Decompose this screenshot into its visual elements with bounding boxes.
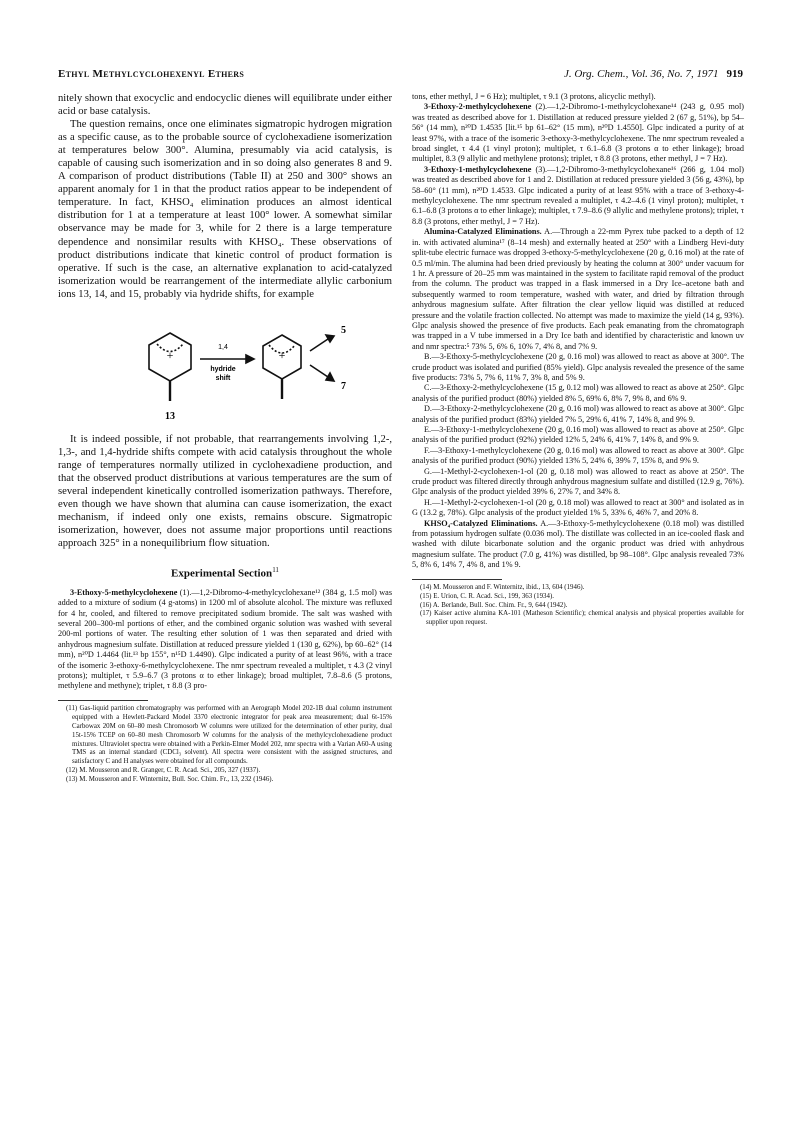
- paragraph: nitely shown that exocyclic and endocyclic dienes will equilibrate under either acid or base catalysis.: [58, 93, 392, 118]
- right-column: [412, 92, 744, 628]
- experimental-entry: H.—1-Methyl-2-cyclohexen-1-ol (20 g, 0.18 mol) was allowed to react at 300° and isolated as in G (13.2 g, 78%). Glpc analysis of the product yielded 1% 5, 33% 6, 46% 7, and 20% 8.: [412, 497, 744, 518]
- footnote: (11) Gas-liquid partition chromatography was performed with an Aerograph Model 202-1B dual column instrument equipped with a Hewlett-Packard Model 3370 electronic integrator for peak area measurement; dual 6t-15% Carbowax 20M on 60–80 mesh Chromosorb W columns were utilized for the determination of ether purity, dual 15t-15% TCEP on 60–80 mesh Chromosorb W columns for the analysis of the methylcyclohexadiene product mixtures. Ultraviolet spectra were obtained with a Perkin-Elmer Model 202, nmr spectra with a Varian A60-A using TMS as an internal standard (CDCl₃ solvent). All spectra were consistent with the assigned structures, and satisfactory C and H analyses were obtained for all compounds.: [66, 704, 392, 766]
- arrow-label-mid: hydride: [210, 365, 236, 373]
- experimental-entry: G.—1-Methyl-2-cyclohexen-1-ol (20 g, 0.18 mol) was allowed to react as above at 250°. The crude product was filtered directly through anhydrous magnesium sulfate and distilled (12.9 g, 76%). Glpc analysis of the product yielded 39% 6, 27% 7, and 34% 8.: [412, 466, 744, 497]
- footnote: (13) M. Mousseron and F. Winternitz, Bull. Soc. Chim. Fr., 13, 232 (1946).: [66, 776, 274, 784]
- footnote-rule: [412, 579, 502, 580]
- arrow-to-5: [310, 339, 328, 351]
- arrow-label-bot: shift: [215, 374, 231, 382]
- compound-label-13: 13: [165, 410, 175, 422]
- footnote: (16) A. Berlande, Bull. Soc. Chim. Fr., 9, 644 (1942).: [420, 601, 568, 609]
- experimental-entry: E.—3-Ethoxy-1-methylcyclohexene (20 g, 0.16 mol) was allowed to react as above at 250°. Glpc analysis of the purified product (92%) yielded 12% 5, 24% 6, 41% 7, 14% 8, and 9% 9.: [412, 425, 744, 445]
- footnote: (17) Kaiser active alumina KA-101 (Matheson Scientific); chemical analysis and physical properties available for supplier upon request.: [420, 610, 744, 627]
- experimental-entry: 3-Ethoxy-5-methylcyclohexene (1).—1,2-Dibromo-4-methylcyclohexane¹² (384 g, 1.5 mol) was added to a mixture of sodium (4 g-atoms) in 1200 ml of absolute alcohol. The mixture was refluxed for 4 hr, cooled, and filtered to remove precipitated sodium bromide. The salt was washed with several 200–300-ml portions of ether, and the combined organic solution was washed with several 200-ml portions of water. The resulting ether solution of 1 was then separated and dried with anhydrous magnesium sulfate. Distillation at reduced pressure yielded 1 (130 g, 62%), bp 60–62° (14 mm), n²⁰D 1.4464 (lit.¹³ bp 155°, n¹⁵D 1.4490). Glpc indicated a purity of at least 96%, with a trace of the isomeric 3-ethoxy-6-methylcyclohexene. The nmr spectrum revealed a multiplet, τ 4.3 (2 vinyl protons); multiplet, τ 5.9–6.7 (3 protons α to ether linkage); broad multiplet, 7.8–8.6 (5 protons, methylene and methyne); triplet, τ 8.8 (3 pro-: [58, 587, 393, 691]
- experimental-entry: Alumina-Catalyzed Eliminations. A.—Through a 22-mm Pyrex tube packed to a depth of 12 in. with activated alumina¹⁷ (8–14 mesh) and externally heated at 250° with a Lindberg Hevi-duty split-tube electric furnace was dropped 3-ethoxy-5-methylcyclohexene (20 g, 0.16 mol) at the rate of 0.5 ml/min. The alumina had been dried previously by heating the column at 300° under vacuum for 1 hr. A pressure of 20–25 mm was maintained in the system to facilitate rapid removal of the product from the column. The product was trapped in a flask immersed in a Dry Ice–acetone bath and subsequently warmed to room temperature, washed with water, and dried by filtration through anhydrous magnesium sulfate. After filtration the clear yellow liquid was distilled at reduced pressure and the volatile fraction collected. No attempt was made to maximize the yield (14 g, 93%). Glpc analysis showed the presence of five products. Each peak emanating from the chromatograph was trapped in a V tube immersed in a Dry Ice bath and identified by characteristic and known uv and nmr spectra:⁵ 73% 5, 6% 6, 10% 7, 4% 8, and 7% 9.: [412, 227, 744, 351]
- footnote-rule: [58, 700, 148, 701]
- footnote: (12) M. Mousseron and R. Granger, C. R. Acad. Sci., 205, 327 (1937).: [66, 767, 261, 775]
- hydride-shift-scheme: [58, 309, 392, 427]
- running-title: Ethyl Methylcyclohexenyl Ethers: [58, 68, 245, 80]
- running-header: [58, 68, 743, 84]
- section-heading: Experimental Section$^{11}$: [171, 566, 279, 580]
- left-column: [58, 92, 392, 785]
- product-label-5: 5: [341, 324, 346, 336]
- paragraph: tons, ether methyl, J = 6 Hz); multiplet, τ 9.1 (3 protons, alicyclic methyl).: [412, 92, 656, 101]
- arrow-label-top: 1,4: [218, 343, 228, 351]
- product-label-7: 7: [341, 380, 346, 392]
- experimental-entry: KHSO₄-Catalyzed Eliminations. A.—3-Ethoxy-5-methylcyclohexene (0.18 mol) was distilled from potassium hydrogen sulfate (0.036 mol). The distillate was collected in an ice-cooled flask and washed with dilute bicarbonate solution and the organic product was dried with anhydrous magnesium sulfate. The product (7.0 g, 41%) was distilled, bp 98–108°. Glpc analysis revealed 73% 5, 8% 6, 14% 7, 4% 8, and 1% 9.: [412, 518, 744, 570]
- cation-plus-sign: +: [166, 347, 174, 362]
- reaction-scheme: [58, 309, 392, 427]
- journal-citation: J. Org. Chem., Vol. 36, No. 7, 1971 919: [563, 68, 743, 80]
- page-number: 919: [726, 68, 743, 80]
- experimental-entry: B.—3-Ethoxy-5-methylcyclohexene (20 g, 0.16 mol) was allowed to react as above at 300°. The crude product was isolated and purified (85% yield). Glpc analysis revealed the presence of the same five products: 73% 5, 7% 6, 11% 7, 3% 8, and 5% 9.: [412, 352, 744, 382]
- experimental-entry: D.—3-Ethoxy-2-methylcyclohexene (20 g, 0.16 mol) was allowed to react as above at 300°. Glpc analysis of the purified product (83%) yielded 7% 5, 29% 6, 41% 7, 14% 8, and 9% 9.: [412, 404, 744, 424]
- experimental-entry: 3-Ethoxy-2-methylcyclohexene (2).—1,2-Dibromo-1-methylcyclohexane¹⁴ (243 g, 0.95 mol) was treated as described above for 1. Distillation at reduced pressure yielded 2 (67 g, 51%), bp 54–56° (14 mm), n²⁰D 1.4535 [lit.¹⁵ bp 61–62° (15 mm), n²⁰D 1.4550]. Glpc indicated a purity of at least 97%, with a trace of the isomeric 3-ethoxy-3-methylcyclohexene. The nmr spectrum revealed a broad singlet, τ 4.4 (1 vinyl proton); multiplet, τ 6.1–6.8 (3 protons α to ether linkage); broad multiplet, 8.3 (9 allylic and methylene protons); triplet, τ 8.8 (3 protons, ether methyl, J = 7 Hz).: [412, 102, 744, 164]
- experimental-entry: C.—3-Ethoxy-2-methylcyclohexene (15 g, 0.12 mol) was allowed to react as above at 250°. Glpc analysis of the purified product (80%) yielded 8% 5, 69% 6, 8% 7, 9% 8, and 6% 9.: [412, 383, 744, 403]
- experimental-entry: F.—3-Ethoxy-1-methylcyclohexene (20 g, 0.16 mol) was allowed to react as above at 300°. Glpc analysis of the purified product (90%) yielded 13% 5, 24% 6, 39% 7, 15% 8, and 9% 9.: [412, 445, 744, 466]
- experimental-entry: 3-Ethoxy-1-methylcyclohexene (3).—1,2-Dibromo-3-methylcyclohexane¹⁶ (266 g, 1.04 mol) was treated as described above for 1 and 2. Distillation at reduced pressure yielded 3 (56 g, 43%), bp 58–60° (11 mm), n²⁰D 1.4533. Glpc indicated a purity of at least 95% with a trace of 3-ethoxy-4-methylcyclohexene. The nmr spectrum revealed a multiplet, τ 4.2–4.6 (1 vinyl proton); multiplet, τ 6.1–6.8 (3 protons α to ether linkage); multiplet, τ 7.9–8.6 (9 allylic and methylene protons); triplet, τ 8.8 (3 protons, ether methyl, J = 7 Hz).: [412, 164, 744, 226]
- footnote: (14) M. Mousseron and F. Winternitz, ibid., 13, 604 (1946).: [420, 583, 585, 591]
- footnote: (15) E. Urion, C. R. Acad. Sci., 199, 363 (1934).: [420, 592, 554, 600]
- paragraph: The question remains, once one eliminates sigmatropic hydrogen migration as a specific cause, as to the probable source of cyclohexadiene isomerization at temperatures below 300°. Alumina, presumably via acid catalysis, is capable of causing such isomerization and in so doing also generates 8 and 9. A comparison of product distributions (Table II) at 250 and 300° shows an apparent anomaly for 1 in that the product ratios appear to be independent of temperature. In fact, KHSO₄ elimination produces an almost identical distribution for 1 at a temperature at least 100° lower. A somewhat similar observance may be made for 3, while for 2 there is a large temperature dependence and nonsimilar results with KHSO₄. These observations of product distributions indicate that kinetic control of product formation is operative. If such is the case, an alternative explanation to acid-catalyzed isomerization would be rearrangement of the intermediate allylic carbonium ions 13, 14, and 15, probably via hydride shifts, for example: [58, 119, 392, 300]
- paragraph: It is indeed possible, if not probable, that rearrangements involving 1,2-, 1,3-, and 1,4-hydride shifts compete with acid catalysis throughout the whole range of temperatures normally utilized in cyclohexadiene production, and that the observed product distributions at various temperatures are the sum of several independent kinetically controlled isomerization pathways. Therefore, even though we have shown that alumina can cause isomerization, the exact mechanism, if indeed only one exists, remains obscure. Sigmatropic isomerization, however, does not assume major proportions until reactions approach 325° in a nonequilibrium flow situation.: [58, 433, 392, 550]
- arrow-to-7: [310, 365, 328, 377]
- svg-text:+: +: [278, 347, 286, 362]
